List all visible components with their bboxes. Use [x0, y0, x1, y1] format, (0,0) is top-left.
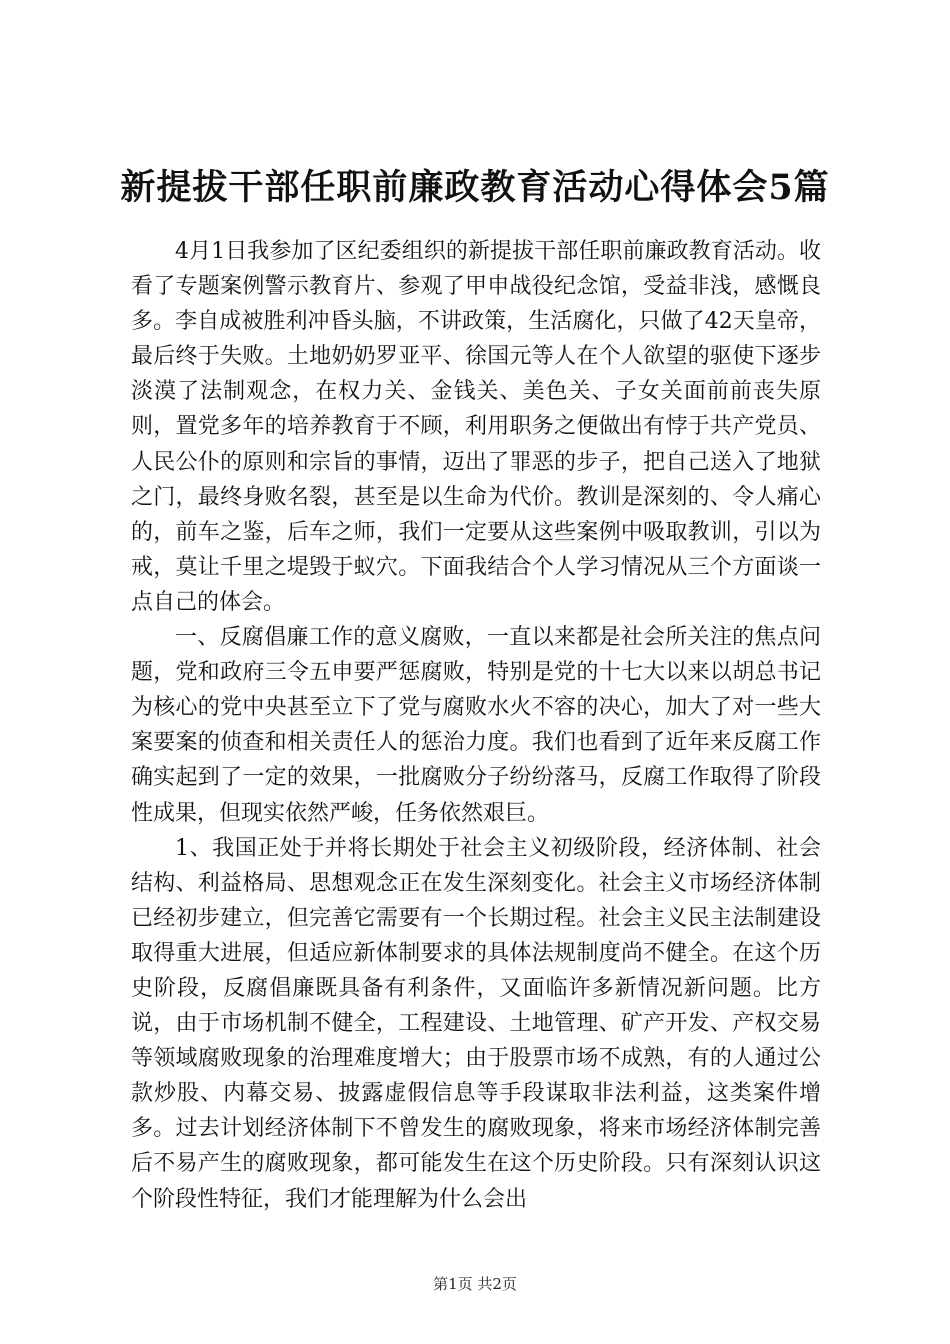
paragraph-point-one: 1、我国正处于并将长期处于社会主义初级阶段，经济体制、社会结构、利益格局、思想观念正在发生深刻变化。社会主义市场经济体制已经初步建立，但完善它需要有一个长期过程。社会主义民主法制建设取得重大进展，但适应新体制要求的具体法规制度尚不健全。在这个历史阶段，反腐倡廉既具备有利条件，又面临许多新情况新问题。比方说，由于市场机制不健全，工程建设、土地管理、矿产开发、产权交易等领域腐败现象的治理难度增大；由于股票市场不成熟，有的人通过公款炒股、内幕交易、披露虚假信息等手段谋取非法利益，这类案件增多。过去计划经济体制下不曾发生的腐败现象，将来市场经济体制完善后不易产生的腐败现象，都可能发生在这个历史阶段。只有深刻认识这个阶段性特征，我们才能理解为什么会出	[131, 835, 821, 1212]
paragraph-intro: 4月1日我参加了区纪委组织的新提拔干部任职前廉政教育活动。收看了专题案例警示教育片、参观了甲申战役纪念馆，受益非浅，感慨良多。李自成被胜利冲昏头脑，不讲政策，生活腐化，只做了42天皇帝，最后终于失败。土地奶奶罗亚平、徐国元等人在个人欲望的驱使下逐步淡漠了法制观念，在权力关、金钱关、美色关、子女关面前前丧失原则，置党多年的培养教育于不顾，利用职务之便做出有悖于共产党员、人民公仆的原则和宗旨的事情，迈出了罪恶的步子，把自己送入了地狱之门，最终身败名裂，甚至是以生命为代价。教训是深刻的、令人痛心的，前车之鉴，后车之师，我们一定要从这些案例中吸取教训，引以为戒，莫让千里之堤毁于蚁穴。下面我结合个人学习情况从三个方面谈一点自己的体会。	[131, 239, 821, 615]
document-title: 新提拔干部任职前廉政教育活动心得体会5篇	[120, 167, 830, 208]
page-number-footer: 第1页 共2页	[433, 1275, 517, 1293]
paragraph-section-one: 一、反腐倡廉工作的意义腐败，一直以来都是社会所关注的焦点问题，党和政府三令五申要严惩腐败，特别是党的十七大以来以胡总书记为核心的党中央甚至立下了党与腐败水火不容的决心，加大了对一些大案要案的侦查和相关责任人的惩治力度。我们也看到了近年来反腐工作确实起到了一定的效果，一批腐败分子纷纷落马，反腐工作取得了阶段性成果，但现实依然严峻，任务依然艰巨。	[131, 625, 821, 826]
document-body	[131, 234, 821, 1217]
